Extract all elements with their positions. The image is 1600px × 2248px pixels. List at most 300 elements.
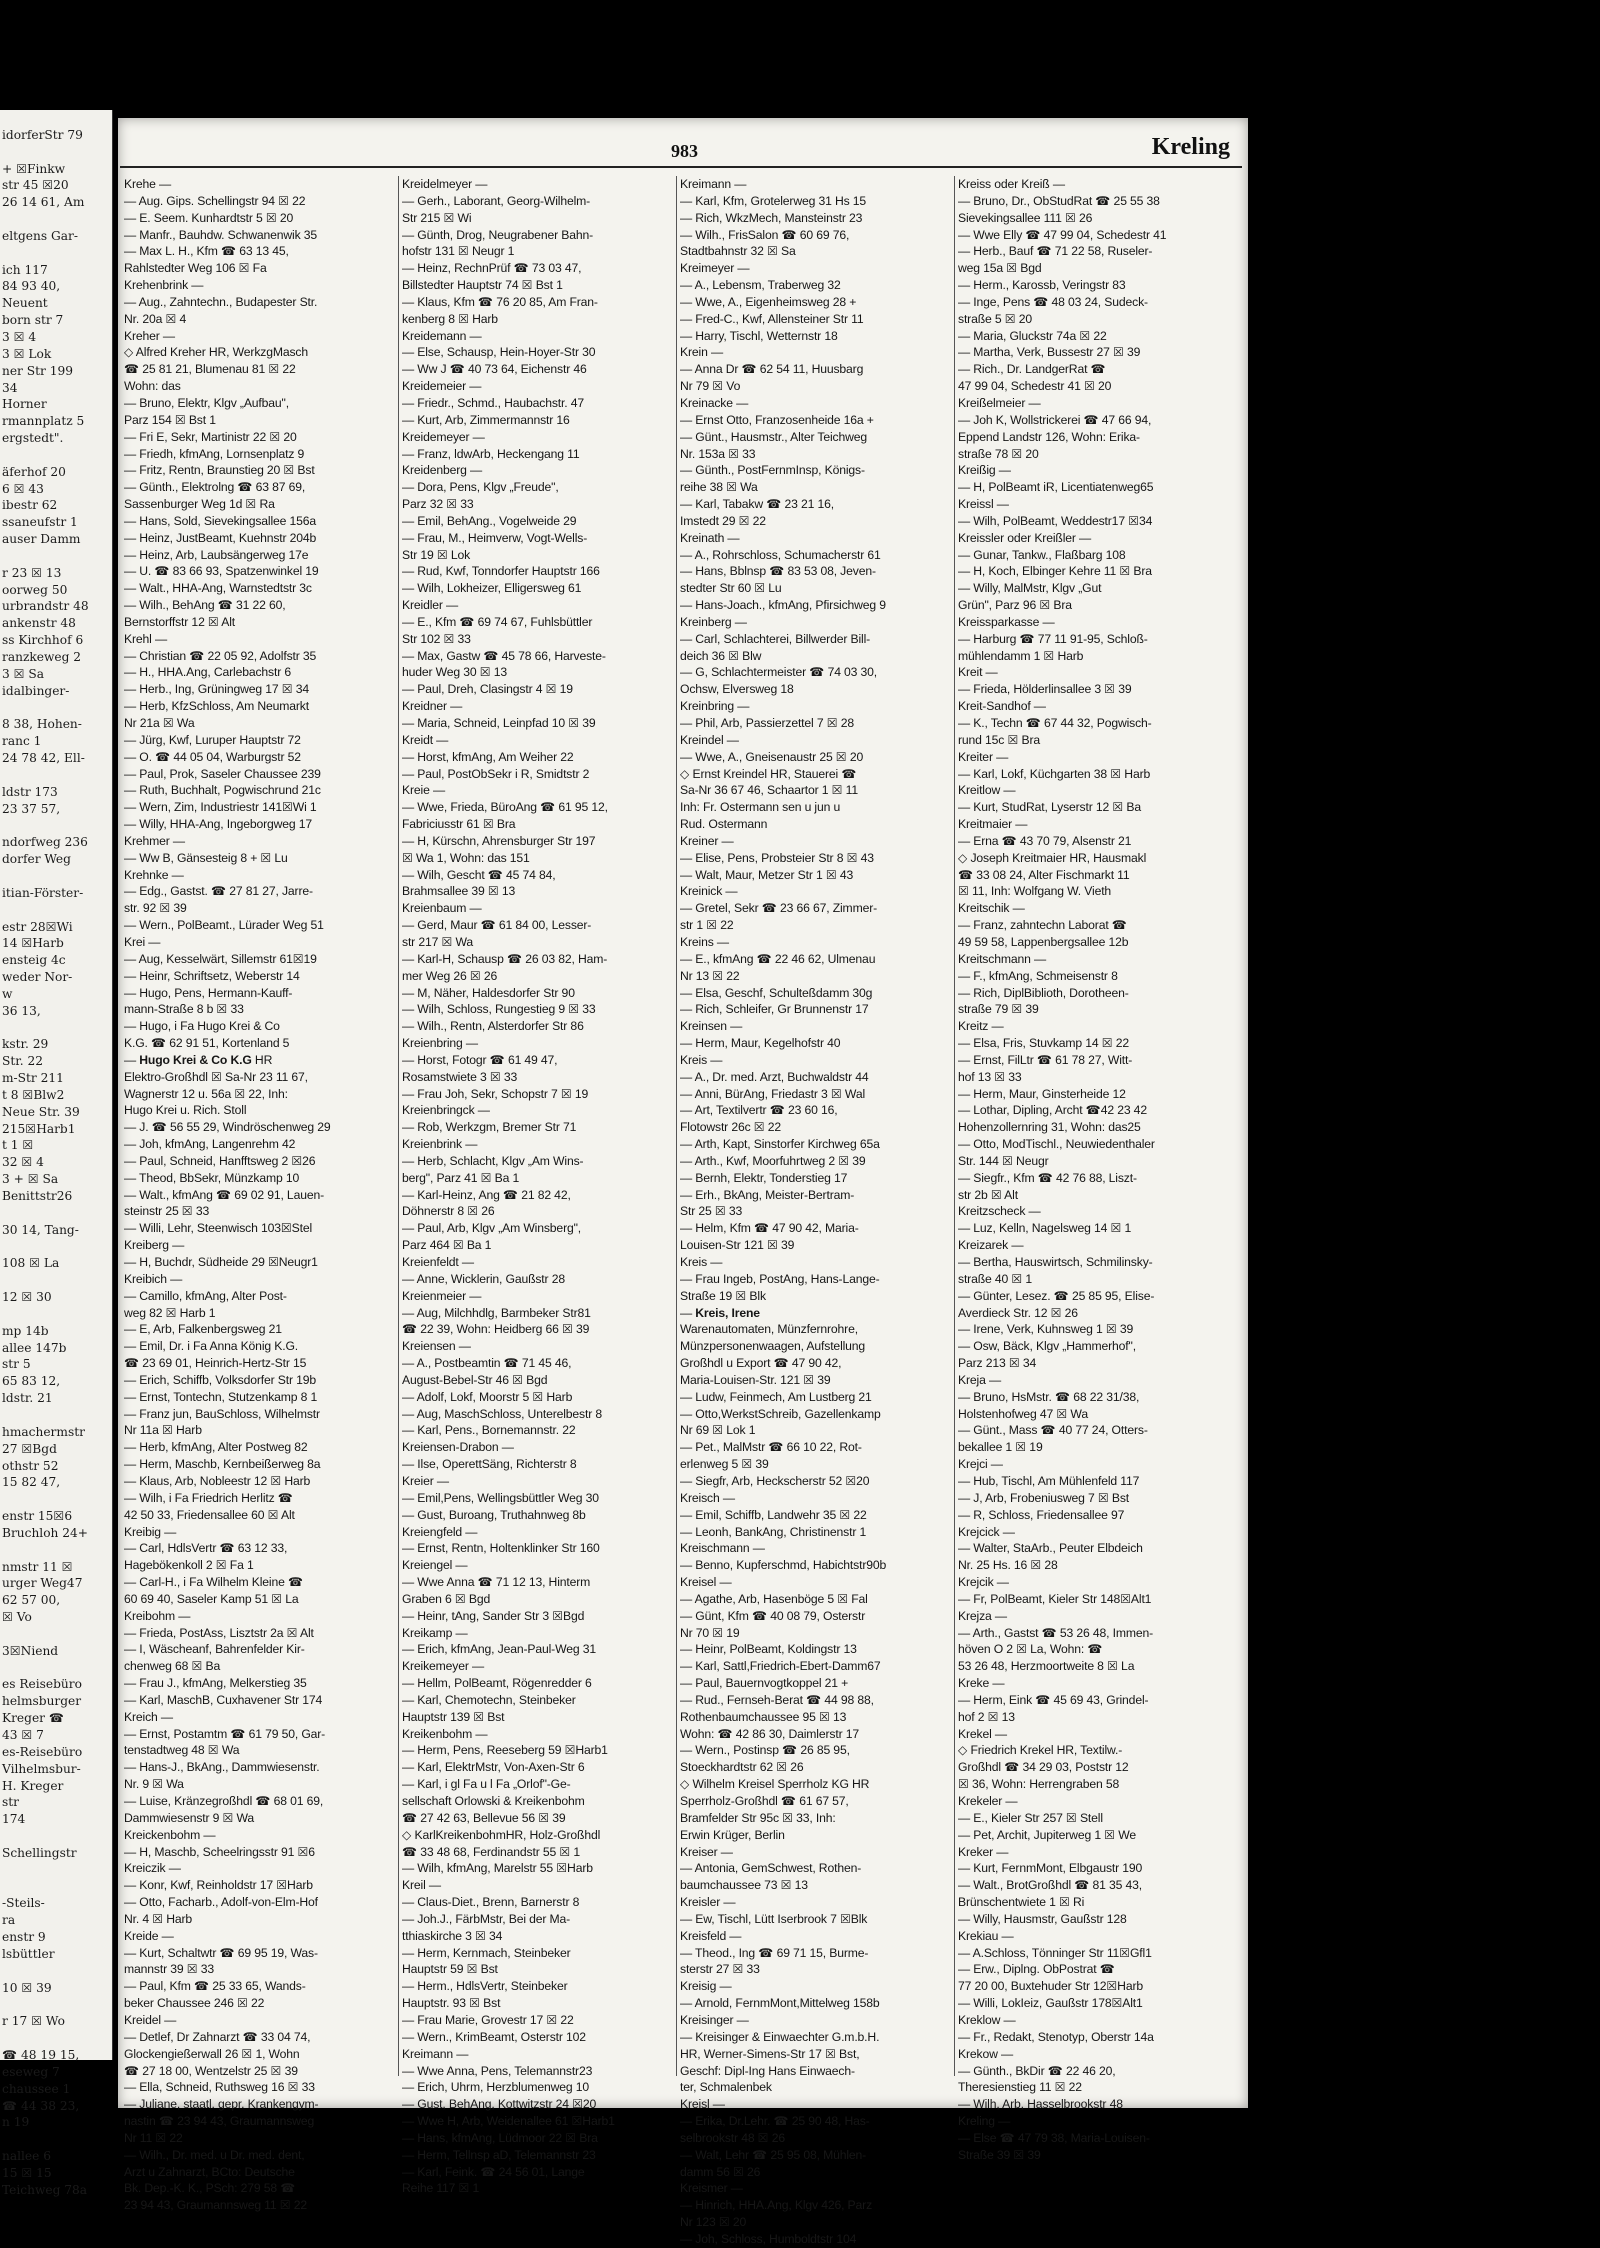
directory-line: Kreibohm — <box>124 1608 191 1623</box>
directory-line: Arzt u Zahnarzt, BCto: Deutsche <box>124 2164 295 2179</box>
directory-line: Rothenbaumchaussee 95 ☒ 13 <box>680 1709 847 1724</box>
directory-line: — Erika, Dr.Lehr. ☎ 25 90 48, Has- <box>680 2114 870 2129</box>
directory-line: — Agathe, Arb, Hasenböge 5 ☒ Fal <box>680 1591 868 1606</box>
directory-line: ☒ 36, Wohn: Herrengraben 58 <box>958 1777 1120 1792</box>
left-page-line: + ☒Finkw <box>2 161 66 176</box>
directory-line: Kreiser — <box>680 1844 733 1859</box>
directory-line: Kreitlow — <box>958 783 1016 798</box>
left-page-line: 14 ☒Harb <box>2 936 64 951</box>
directory-line: — Herm., Karossb, Veringstr 83 <box>958 278 1126 293</box>
directory-line: — Wilh., BehAng ☎ 31 22 60, <box>124 598 286 613</box>
directory-line: — Irene, Verk, Kuhnsweg 1 ☒ 39 <box>958 1322 1134 1337</box>
directory-line: — Inge, Pens ☎ 48 03 24, Sudeck- <box>958 294 1148 309</box>
left-page-line: eltgens Gar- <box>2 228 78 243</box>
left-page-line: 15 82 47, <box>2 1475 61 1490</box>
directory-line: — Kurt, Arb, Zimmermannstr 16 <box>402 412 570 427</box>
directory-line: bekallee 1 ☒ 19 <box>958 1440 1043 1455</box>
directory-line: — Else, Schausp, Hein-Hoyer-Str 30 <box>402 345 596 360</box>
column-rule <box>954 176 955 2076</box>
directory-line: — Bernh, Elektr, Tonderstieg 17 <box>680 1170 848 1185</box>
directory-line: Averdieck Str. 12 ☒ 26 <box>958 1305 1078 1320</box>
directory-line: — Karl, Pens., Bornemannstr. 22 <box>402 1423 576 1438</box>
directory-line: — E., Kieler Str 257 ☒ Stell <box>958 1810 1103 1825</box>
left-page-line: Neue Str. 39 <box>2 1104 80 1119</box>
directory-line: — Osw, Bäck, Klgv „Hammerhof", <box>958 1339 1136 1354</box>
left-page-line <box>0 700 112 717</box>
directory-line: Kreidner — <box>402 699 463 714</box>
left-page-line <box>0 1272 112 1289</box>
header-rule <box>120 166 1242 168</box>
directory-line: — Günt., Mass ☎ 40 77 24, Otters- <box>958 1423 1148 1438</box>
directory-line: Inh: Fr. Ostermann sen u jun u <box>680 800 841 815</box>
directory-line: — Fr., Redakt, Stenotyp, Oberstr 14a <box>958 2029 1154 2044</box>
directory-line: — Friedh, kfmAng, Lornsenplatz 9 <box>124 446 305 461</box>
directory-line: Kreidemeyer — <box>402 429 485 444</box>
directory-line: — Gretel, Sekr ☎ 23 66 67, Zimmer- <box>680 901 878 916</box>
directory-line: — Karl, MaschB, Cuxhavener Str 174 <box>124 1692 323 1707</box>
directory-line: — Kurt, Schaltwtr ☎ 69 95 19, Was- <box>124 1945 318 1960</box>
left-page-line: allee 147b <box>2 1340 67 1355</box>
directory-line: — Theod, BbSekr, Münzkamp 10 <box>124 1170 300 1185</box>
left-page-line <box>0 1542 112 1559</box>
directory-line: nastin ☎ 23 94 43, Graumannsweg <box>124 2114 315 2129</box>
directory-line: Kreißelmeier — <box>958 395 1041 410</box>
directory-line: — Herm., HdlsVertr, Steinbeker <box>402 1979 568 1994</box>
directory-line: — Karl, Kfm, Grotelerweg 31 Hs 15 <box>680 193 867 208</box>
directory-line: — Phil, Arb, Passierzettel 7 ☒ 28 <box>680 716 854 730</box>
directory-line: ter, Schmalenbek <box>680 2080 772 2095</box>
directory-line: — Ludw, Feinmech, Am Lustberg 21 <box>680 1389 872 1404</box>
directory-line: — Karl, Sattl,Friedrich-Ebert-Damm67 <box>680 1659 881 1674</box>
left-page-line: -Steils- <box>2 1896 45 1911</box>
directory-line: Nr. 153a ☒ 33 <box>680 446 756 461</box>
directory-line: — Rich, Schleifer, Gr Brunnenstr 17 <box>680 1002 869 1017</box>
directory-line: Krekel — <box>958 1726 1007 1741</box>
left-page-line <box>0 144 112 161</box>
left-page-line: 26 14 61, Am <box>2 195 85 210</box>
directory-line: Hagebökenkoll 2 ☒ Fa 1 <box>124 1558 254 1573</box>
directory-line: Kreis — <box>680 1052 723 1067</box>
left-page-line <box>0 1239 112 1256</box>
directory-line: — Horst, Fotogr ☎ 61 49 47, <box>402 1052 558 1067</box>
directory-line: — Wilh., Rentn, Alsterdorfer Str 86 <box>402 1019 584 1034</box>
directory-line: Holstenhofweg 47 ☒ Wa <box>958 1406 1088 1421</box>
directory-line: — Hans-Joach., kfmAng, Pfirsichweg 9 <box>680 598 886 613</box>
directory-line: Brünschentwiete 1 ☒ Ri <box>958 1895 1085 1910</box>
directory-line: — Aug, Kesselwärt, Sillemstr 61☒19 <box>124 951 317 966</box>
directory-line: Wagnerstr 12 u. 56a ☒ 22, Inh: <box>124 1086 288 1101</box>
directory-line: K.G. ☎ 62 91 51, Kortenland 5 <box>124 1036 290 1051</box>
directory-line: — M, Näher, Haldesdorfer Str 90 <box>402 985 575 1000</box>
left-page-line: dorfer Weg <box>2 852 71 867</box>
directory-line: str 217 ☒ Wa <box>402 934 473 949</box>
directory-line: Bramfelder Str 95c ☒ 33, Inh: <box>680 1810 836 1825</box>
directory-line: — Ernst, Rentn, Holtenklinker Str 160 <box>402 1541 600 1556</box>
directory-line: — Harburg ☎ 77 11 91-95, Schloß- <box>958 631 1148 646</box>
directory-line: weg 15a ☒ Bgd <box>958 261 1042 276</box>
directory-line: Krejza — <box>958 1608 1007 1623</box>
directory-line: — Karl, Chemotechn, Steinbeker <box>402 1692 576 1707</box>
left-page-line: ssaneufstr 1 <box>2 515 78 530</box>
directory-line: — Herb, kfmAng, Alter Postweg 82 <box>124 1440 308 1455</box>
directory-line: — Wilh, PolBeamt, Weddestr17 ☒34 <box>958 513 1153 528</box>
left-page-line: hmachermstr <box>2 1424 85 1439</box>
directory-line: Kreiczik — <box>124 1861 181 1876</box>
directory-line: — Bruno, Elektr, Klgv „Aufbau", <box>124 395 289 410</box>
left-page-line: estr 28☒Wi <box>2 919 73 934</box>
directory-line: — H, Buchdr, Südheide 29 ☒Neugr1 <box>124 1255 318 1269</box>
directory-line: — Rich, DiplBiblioth, Dorotheen- <box>958 985 1129 1000</box>
directory-line: Kreidemeier — <box>402 379 482 394</box>
directory-line: Wohn: das <box>124 379 181 394</box>
directory-line: — Rud., Fernseh-Berat ☎ 44 98 88, <box>680 1692 874 1707</box>
directory-line: Rahlstedter Weg 106 ☒ Fa <box>124 261 267 276</box>
directory-line: — Carl-H., i Fa Wilhelm Kleine ☎ <box>124 1575 304 1590</box>
left-page-line: itian-Förster- <box>2 885 84 900</box>
directory-line: — Klaus, Kfm ☎ 76 20 85, Am Fran- <box>402 294 598 309</box>
left-page-line <box>0 817 112 834</box>
directory-column-1 <box>124 176 393 2213</box>
directory-line: — Wilh, kfmAng, Marelstr 55 ☒Harb <box>402 1861 593 1876</box>
directory-line: — Wwe Anna, Pens, Telemannstr23 <box>402 2063 593 2078</box>
directory-line: deich 36 ☒ Blw <box>680 648 762 663</box>
directory-line: — A.Schloss, Tönninger Str 11☒Gfl1 <box>958 1945 1152 1960</box>
directory-line: — Joh, Schloss, Humboldtstr 104 <box>680 2231 857 2246</box>
left-page-line: nallee 6 <box>2 2149 51 2164</box>
directory-line: — Ew, Tischl, Lütt Iserbrook 7 ☒Blk <box>680 1911 868 1926</box>
left-page-line <box>0 767 112 784</box>
directory-line: — Herb, KfzSchloss, Am Neumarkt <box>124 699 309 714</box>
directory-line: Kreikemeyer — <box>402 1659 485 1674</box>
directory-line: Str 215 ☒ Wi <box>402 210 472 225</box>
directory-line: Kreisinger — <box>680 2012 749 2027</box>
directory-line: mannstr 39 ☒ 33 <box>124 1962 214 1977</box>
directory-line: — R, Schloss, Friedensallee 97 <box>958 1507 1125 1522</box>
directory-line: — Herm, Kernmach, Steinbeker <box>402 1945 571 1960</box>
directory-line: Kreibich — <box>124 1271 183 1286</box>
page-number: 983 <box>671 141 698 161</box>
directory-line: — Rich., Dr. LandgerRat ☎ <box>958 362 1106 377</box>
left-page-line: idalbinger- <box>2 683 70 698</box>
directory-line: Louisen-Str 121 ☒ 39 <box>680 1238 795 1253</box>
directory-line: Kreimeyer — <box>680 261 750 276</box>
directory-line: — H, Maschb, Scheelringsstr 91 ☒6 <box>124 1844 315 1859</box>
left-page-line: Str. 22 <box>2 1054 43 1069</box>
directory-line: Krehmer — <box>124 833 185 848</box>
directory-line: — Pet., MalMstr ☎ 66 10 22, Rot- <box>680 1440 862 1455</box>
directory-line: Sievekingsallee 111 ☒ 26 <box>958 210 1093 225</box>
directory-line: Kreinacke — <box>680 395 749 410</box>
directory-line: sterstr 27 ☒ 33 <box>680 1962 760 1977</box>
directory-line: Kreienfeldt — <box>402 1255 474 1269</box>
directory-line: Kreienbaum — <box>402 901 482 916</box>
directory-line: — Fr, PolBeamt, Kieler Str 148☒Alt1 <box>958 1591 1152 1606</box>
directory-line: Kreißig — <box>958 463 1011 478</box>
directory-line: Kreil — <box>402 1878 441 1893</box>
directory-line: Billstedter Hauptstr 74 ☒ Bst 1 <box>402 278 563 293</box>
left-page-line: ner Str 199 <box>2 363 73 378</box>
directory-line: — Theod., Ing ☎ 69 71 15, Burme- <box>680 1945 869 1960</box>
directory-line: — Herb., Ing, Grüningweg 17 ☒ 34 <box>124 682 309 697</box>
directory-line: Krehenbrink — <box>124 278 204 293</box>
directory-line: — Wilh, Lokheizer, Elligersweg 61 <box>402 581 582 596</box>
directory-line: — Wilh., FrisSalon ☎ 60 69 76, <box>680 227 850 242</box>
directory-line: Nr. 25 Hs. 16 ☒ 28 <box>958 1558 1058 1573</box>
directory-line: Kreiensen-Drabon — <box>402 1440 514 1455</box>
left-page-line: str 45 ☒20 <box>2 178 69 193</box>
directory-line: — J. ☎ 56 55 29, Windröschenweg 29 <box>124 1120 331 1135</box>
left-page-line: othstr 52 <box>2 1458 59 1473</box>
left-page-line: m-Str 211 <box>2 1071 64 1086</box>
left-page-line: 23 37 57, <box>2 801 61 816</box>
directory-line: — Karl-H, Schausp ☎ 26 03 82, Ham- <box>402 951 608 966</box>
directory-line: — Herm, Tellnsp aD, Telemannstr 23 <box>402 2147 596 2162</box>
left-page-line: 12 ☒ 30 <box>2 1290 52 1305</box>
directory-line: — I, Wäscheanf, Bahrenfelder Kir- <box>124 1642 305 1657</box>
left-page-line <box>0 1407 112 1424</box>
directory-line: ☎ 23 69 01, Heinrich-Hertz-Str 15 <box>124 1356 307 1371</box>
left-page-line <box>0 211 112 228</box>
left-page-line: enstr 15☒6 <box>2 1509 73 1524</box>
directory-line: Sassenburger Weg 1d ☒ Ra <box>124 497 275 512</box>
directory-line: — Otto,WerkstSchreib, Gazellenkamp <box>680 1406 881 1421</box>
directory-line: Kreich — <box>124 1709 173 1724</box>
directory-line: — Bruno, Dr., ObStudRat ☎ 25 55 38 <box>958 193 1160 208</box>
directory-line: — Paul, Prok, Saseler Chaussee 239 <box>124 766 321 781</box>
left-page-line: ☒ Vo <box>2 1610 32 1625</box>
directory-line: — Wern., KrimBeamt, Osterstr 102 <box>402 2029 586 2044</box>
directory-line: — Juliane, staatl. gepr. Krankengym- <box>124 2097 319 2112</box>
directory-line: selbrookstr 48 ☒ 26 <box>680 2130 785 2145</box>
directory-line: — Edg., Gastst. ☎ 27 81 27, Jarre- <box>124 884 313 899</box>
directory-line: — Hans-J., BkAng., Dammwiesenstr. <box>124 1760 320 1775</box>
directory-line: — Adolf, Lokf, Moorstr 5 ☒ Harb <box>402 1389 573 1404</box>
directory-line: Krehe — <box>124 177 172 191</box>
directory-line: — Paul, Bauernvogtkoppel 21 + <box>680 1676 849 1691</box>
directory-line: — Erna ☎ 43 70 79, Alsenstr 21 <box>958 833 1132 848</box>
left-page-line: weder Nor- <box>2 970 73 985</box>
directory-line: Kreidel — <box>124 2012 177 2027</box>
directory-line: — Ww J ☎ 40 73 64, Eichenstr 46 <box>402 362 587 377</box>
directory-line: — Willi, LokIeiz, Gaußstr 178☒Alt1 <box>958 1996 1143 2011</box>
directory-line: Kreisig — <box>680 1979 732 1994</box>
directory-line: Brahmsallee 39 ☒ 13 <box>402 884 516 899</box>
directory-line: — Heinr, Schriftsetz, Weberstr 14 <box>124 968 300 983</box>
directory-line: — Fritz, Rentn, Braunstieg 20 ☒ Bst <box>124 463 315 478</box>
directory-line: — Herm, Pens, Reeseberg 59 ☒Harb1 <box>402 1743 608 1758</box>
left-page-line: 3 ☒ 4 <box>2 329 37 344</box>
directory-line: baumchaussee 73 ☒ 13 <box>680 1878 808 1893</box>
directory-line: sellschaft Orlowski & Kreikenbohm <box>402 1794 585 1808</box>
directory-line: Straße 39 ☒ 39 <box>958 2147 1041 2162</box>
directory-line: — Anna Dr ☎ 62 54 11, Huusbarg <box>680 362 864 377</box>
directory-line: — Art, Textilvertr ☎ 23 60 16, <box>680 1103 838 1118</box>
directory-line: — H, PolBeamt iR, Licentiatenweg65 <box>958 480 1154 495</box>
directory-line: — Rud, Kwf, Tonndorfer Hauptstr 166 <box>402 564 600 579</box>
directory-line: — Ruth, Buchhalt, Pogwischrund 21c <box>124 783 321 798</box>
column-rule <box>398 176 399 2076</box>
directory-line: 42 50 33, Friedensallee 60 ☒ Alt <box>124 1507 295 1522</box>
left-page-line: ergstedt". <box>2 431 64 446</box>
directory-line: — Hans, Sold, Sievekingsallee 156a <box>124 513 317 528</box>
left-page-line: ss Kirchhof 6 <box>2 633 84 648</box>
directory-line: — Joh.J., FärbMstr, Bei der Ma- <box>402 1911 571 1926</box>
directory-line: ☎ 22 39, Wohn: Heidberg 66 ☒ 39 <box>402 1322 590 1337</box>
left-page-line: 65 83 12, <box>2 1374 61 1389</box>
directory-line: — Ww B, Gänsesteig 8 + ☒ Lu <box>124 850 288 865</box>
directory-line: Kreisfeld — <box>680 1928 742 1943</box>
left-page-line: äferhof 20 <box>2 464 66 479</box>
directory-line: — Walt., BrotGroßhdl ☎ 81 35 43, <box>958 1878 1143 1893</box>
left-page-line: ensteig 4c <box>2 953 66 968</box>
left-page-line: chaussee 1 <box>2 2081 71 2096</box>
directory-line: — E., Kfm ☎ 69 74 67, Fuhlsbüttler <box>402 614 593 629</box>
directory-line: — Bruno, HsMstr. ☎ 68 22 31/38, <box>958 1389 1140 1404</box>
directory-line: — Walt., kfmAng ☎ 69 02 91, Lauen- <box>124 1187 324 1202</box>
directory-line: — Ernst, Postamtm ☎ 61 79 50, Gar- <box>124 1726 326 1741</box>
directory-line: — Elsa, Geschf, Schulteßdamm 30g <box>680 985 873 1000</box>
left-page-line: n 19 <box>2 2115 30 2130</box>
directory-line: Str 19 ☒ Lok <box>402 547 471 562</box>
directory-line: Parz 154 ☒ Bst 1 <box>124 412 216 427</box>
directory-line: — Wilh., Dr. med. u Dr. med. dent, <box>124 2147 305 2162</box>
directory-line: weg 82 ☒ Harb 1 <box>124 1305 216 1320</box>
directory-line: — Wern, Zim, Industriestr 141☒Wi 1 <box>124 800 317 815</box>
directory-line: ◇ Wilhelm Kreisel Sperrholz KG HR <box>680 1777 870 1792</box>
directory-line: — Konr, Kwf, Reinholdstr 17 ☒Harb <box>124 1878 313 1893</box>
directory-line: Großhdl u Export ☎ 47 90 42, <box>680 1356 842 1371</box>
left-page-line: 215☒Harb1 <box>2 1121 76 1136</box>
directory-line: Kreiner — <box>680 833 734 848</box>
left-page-line: ldstr 173 <box>2 784 58 799</box>
left-page-line: Horner <box>2 397 47 412</box>
left-page-line: nmstr 11 ☒ <box>2 1559 73 1574</box>
directory-line: — Wwe H, Arb, Weidenallee 61 ☒Harb1 <box>402 2114 615 2129</box>
directory-line: — Frieda, Hölderlinsallee 3 ☒ 39 <box>958 682 1132 697</box>
directory-line: — Fri E, Sekr, Martinistr 22 ☒ 20 <box>124 429 297 444</box>
left-page-line: 24 78 42, Ell- <box>2 751 85 766</box>
left-page-line <box>0 245 112 262</box>
directory-line: Krejcick — <box>958 1524 1015 1539</box>
left-page-line: 3 ☒ Lok <box>2 346 52 361</box>
directory-line: Kreimann — <box>680 177 747 191</box>
left-page-line: eseweg 7 <box>2 2064 60 2079</box>
directory-line: — Carl, Schlachterei, Billwerder Bill- <box>680 631 871 646</box>
directory-line: Münzpersonenwaagen, Aufstellung <box>680 1339 866 1354</box>
directory-line: — Friedr., Schmd., Haubachstr. 47 <box>402 395 585 410</box>
directory-line: Bernstorffstr 12 ☒ Alt <box>124 614 236 629</box>
directory-line: Großhdl ☎ 34 29 03, Poststr 12 <box>958 1760 1129 1775</box>
directory-line: — Heinz, JustBeamt, Kuehnstr 204b <box>124 530 317 545</box>
directory-line: Kreikamp — <box>402 1625 468 1640</box>
directory-line: Str 102 ☒ 33 <box>402 631 471 646</box>
left-page-line <box>0 1205 112 1222</box>
directory-line: Erwin Krüger, Berlin <box>680 1827 785 1842</box>
directory-line: straße 79 ☒ 39 <box>958 1002 1039 1017</box>
directory-line: — Karl-Heinz, Ang ☎ 21 82 42, <box>402 1187 571 1202</box>
directory-line: Kreide — <box>124 1928 174 1943</box>
directory-line: — Dora, Pens, Klgv „Freude", <box>402 480 559 495</box>
left-page-line: 30 14, Tang- <box>2 1222 79 1237</box>
directory-line: Kreitschmann — <box>958 951 1046 966</box>
directory-line: Ochsw, Elversweg 18 <box>680 682 794 697</box>
directory-line: Krein — <box>680 345 723 360</box>
running-head: Kreling <box>1151 134 1230 160</box>
directory-line: — Heinr, PolBeamt, Koldingstr 13 <box>680 1642 857 1657</box>
directory-line: Kreidemann — <box>402 328 482 343</box>
directory-line: ◇ Alfred Kreher HR, WerkzgMasch <box>124 345 308 360</box>
directory-line: Kreienbringck — <box>402 1103 490 1118</box>
directory-line: Kreinick — <box>680 884 738 899</box>
directory-line: Rosamstwiete 3 ☒ 33 <box>402 1069 518 1084</box>
directory-line: — Günth., Elektrolng ☎ 63 87 69, <box>124 480 306 495</box>
directory-line: hofstr 131 ☒ Neugr 1 <box>402 244 515 259</box>
left-page-line <box>0 1306 112 1323</box>
directory-line: — F., kfmAng, Schmeisenstr 8 <box>958 968 1118 983</box>
left-page-line: 36 13, <box>2 1003 41 1018</box>
directory-line: Kreinath — <box>680 530 740 545</box>
directory-line: — Frau Marie, Grovestr 17 ☒ 22 <box>402 2012 574 2027</box>
directory-line: — Wwe, A., Gneisenaustr 25 ☒ 20 <box>680 749 864 764</box>
directory-line: — E., kfmAng ☎ 22 46 62, Ulmenau <box>680 951 876 966</box>
directory-line: — Max, Gastw ☎ 45 78 66, Harveste- <box>402 648 606 663</box>
left-page-line: Kreger ☎ <box>2 1711 65 1726</box>
directory-line: — Walt, Lehr ☎ 25 95 08, Mühlen- <box>680 2147 867 2162</box>
directory-line: Kreklow — <box>958 2012 1016 2027</box>
directory-line: — Heinr, tAng, Sander Str 3 ☒Bgd <box>402 1608 585 1623</box>
directory-line: — Kurt, StudRat, Lyserstr 12 ☒ Ba <box>958 800 1141 815</box>
left-page-line: born str 7 <box>2 313 64 328</box>
directory-line: — Willy, Hausmstr, Gaußstr 128 <box>958 1911 1127 1926</box>
left-page-line <box>0 110 112 127</box>
directory-line: — Hans, Bblnsp ☎ 83 53 08, Jeven- <box>680 564 876 579</box>
directory-line: Kreimann — <box>402 2046 469 2061</box>
directory-line: — Hugo Krei & Co K.G HR <box>124 1052 273 1067</box>
left-page-line: t 8 ☒Blw2 <box>2 1087 65 1102</box>
directory-line: hof 2 ☒ 13 <box>958 1709 1015 1724</box>
left-page-line: 62 57 00, <box>2 1593 61 1608</box>
directory-line: — Maria, Gluckstr 74a ☒ 22 <box>958 328 1107 343</box>
directory-line: Sperrholz-Großhdl ☎ 61 67 57, <box>680 1794 849 1808</box>
left-page-line: r 23 ☒ 13 <box>2 565 62 580</box>
left-page-line <box>0 1020 112 1037</box>
directory-line: ☎ 27 18 00, Wentzelstr 25 ☒ 39 <box>124 2063 298 2078</box>
directory-line: — Siegfr., Kfm ☎ 42 76 88, Liszt- <box>958 1170 1137 1185</box>
directory-line: Krekeler — <box>958 1794 1018 1808</box>
left-page-line: urger Weg47 <box>2 1576 83 1591</box>
directory-line: Kreiss oder Kreiß — <box>958 177 1065 191</box>
left-page-line: auser Damm <box>2 532 81 547</box>
directory-line: Imstedt 29 ☒ 22 <box>680 513 766 528</box>
directory-line: — Franz, ldwArb, Heckengang 11 <box>402 446 580 461</box>
left-page-line: 32 ☒ 4 <box>2 1155 44 1170</box>
directory-line: August-Bebel-Str 46 ☒ Bgd <box>402 1372 548 1387</box>
directory-line: Kreja — <box>958 1372 1001 1387</box>
directory-line: — Paul, PostObSekr i R, Smidtstr 2 <box>402 766 590 781</box>
directory-line: — Anni, BürAng, Friedastr 3 ☒ Wal <box>680 1086 866 1101</box>
directory-line: — K., Techn ☎ 67 44 32, Pogwisch- <box>958 716 1152 730</box>
directory-line: — H, Koch, Elbinger Kehre 11 ☒ Bra <box>958 564 1152 579</box>
directory-line: — Frieda, PostAss, Lisztstr 2a ☒ Alt <box>124 1625 314 1640</box>
column-rule <box>676 176 677 2076</box>
directory-line: — Ernst, FilLtr ☎ 61 78 27, Witt- <box>958 1052 1133 1067</box>
directory-line: Rud. Ostermann <box>680 817 768 832</box>
directory-line: — H, Kürschn, Ahrensburger Str 197 <box>402 833 596 848</box>
directory-line: — Hugo, i Fa Hugo Krei & Co <box>124 1019 280 1034</box>
left-page-line: ich 117 <box>2 262 48 277</box>
directory-line: — Herb., Bauf ☎ 71 22 58, Ruseler- <box>958 244 1153 259</box>
directory-line: — Karl, ElektrMstr, Von-Axen-Str 6 <box>402 1760 585 1775</box>
